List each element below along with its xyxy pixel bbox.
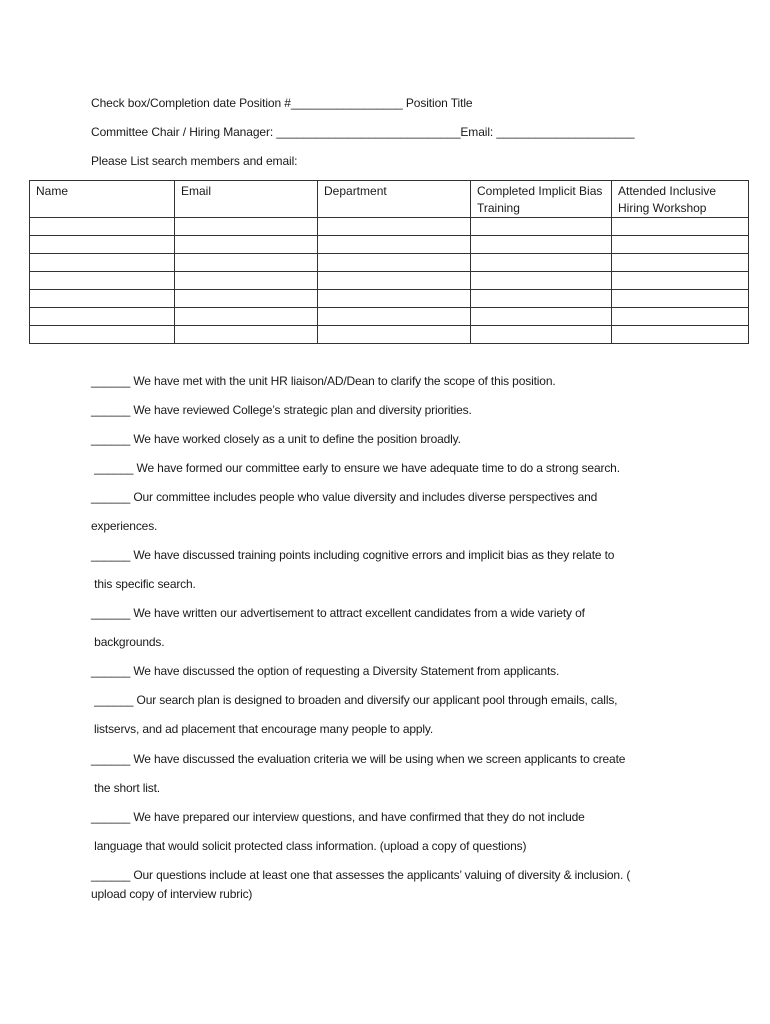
table-cell[interactable] [30, 236, 175, 254]
search-members-table [29, 180, 749, 344]
table-cell[interactable] [612, 218, 749, 236]
table-row [30, 254, 749, 272]
checklist-item-continuation: upload copy of interview rubric) [91, 887, 253, 901]
table-cell[interactable] [612, 290, 749, 308]
checklist-item-continuation: the short list. [91, 781, 160, 795]
checklist-item[interactable]: ______ We have reviewed College’s strategic plan and diversity priorities. [91, 403, 472, 417]
checklist-item[interactable]: ______ We have discussed the option of requesting a Diversity Statement from applicants. [91, 664, 560, 678]
table-cell[interactable] [175, 290, 318, 308]
checklist-item[interactable]: ______ Our committee includes people who value diversity and includes diverse perspectives and [91, 490, 598, 504]
checklist-item-continuation: language that would solicit protected class information. (upload a copy of questions) [91, 839, 527, 853]
table-row [30, 308, 749, 326]
table-cell[interactable] [318, 254, 471, 272]
table-cell[interactable] [175, 236, 318, 254]
column-header-inclusive-hiring: Attended Inclusive Hiring Workshop [612, 181, 749, 218]
checklist-item[interactable]: ______ We have met with the unit HR liaison/AD/Dean to clarify the scope of this position. [91, 374, 556, 388]
table-row [30, 326, 749, 344]
table-cell[interactable] [612, 272, 749, 290]
committee-chair-line: Committee Chair / Hiring Manager: ____________________________Email: _____________________ [91, 125, 635, 139]
table-cell[interactable] [471, 326, 612, 344]
checklist-item[interactable]: ______ Our search plan is designed to broaden and diversify our applicant pool through emails, calls, [91, 693, 618, 707]
checklist-item[interactable]: ______ We have written our advertisement to attract excellent candidates from a wide variety of [91, 606, 585, 620]
checklist-item-continuation: backgrounds. [91, 635, 165, 649]
table-cell[interactable] [612, 326, 749, 344]
table-cell[interactable] [30, 290, 175, 308]
table-header-row [30, 181, 749, 218]
checklist-item[interactable]: ______ We have discussed training points including cognitive errors and implicit bias as they relate to [91, 548, 615, 562]
table-cell[interactable] [612, 308, 749, 326]
table-cell[interactable] [175, 272, 318, 290]
table-cell[interactable] [175, 326, 318, 344]
checklist-item-continuation: experiences. [91, 519, 158, 533]
table-cell[interactable] [471, 308, 612, 326]
table-row [30, 218, 749, 236]
table-cell[interactable] [175, 218, 318, 236]
table-cell[interactable] [30, 254, 175, 272]
table-cell[interactable] [30, 218, 175, 236]
table-cell[interactable] [471, 272, 612, 290]
table-cell[interactable] [471, 254, 612, 272]
table-cell[interactable] [471, 290, 612, 308]
column-header-implicit-bias: Completed Implicit Bias Training [471, 181, 612, 218]
table-cell[interactable] [175, 254, 318, 272]
checklist-item[interactable]: ______ We have worked closely as a unit to define the position broadly. [91, 432, 461, 446]
table-row [30, 236, 749, 254]
table-cell[interactable] [30, 272, 175, 290]
table-cell[interactable] [318, 326, 471, 344]
table-cell[interactable] [318, 272, 471, 290]
column-header-name: Name [30, 181, 175, 218]
table-cell[interactable] [318, 218, 471, 236]
checklist-item[interactable]: ______ Our questions include at least one that assesses the applicants’ valuing of diversity & inclusion. ( [91, 868, 631, 882]
table-row [30, 272, 749, 290]
checklist-item[interactable]: ______ We have prepared our interview questions, and have confirmed that they do not include [91, 810, 585, 824]
position-line: Check box/Completion date Position #_________________ Position Title [91, 96, 473, 110]
table-cell[interactable] [471, 218, 612, 236]
checklist-item[interactable]: ______ We have discussed the evaluation criteria we will be using when we screen applicants to create [91, 752, 626, 766]
table-cell[interactable] [318, 290, 471, 308]
table-cell[interactable] [30, 308, 175, 326]
table-cell[interactable] [318, 236, 471, 254]
table-row [30, 290, 749, 308]
search-members-prompt: Please List search members and email: [91, 154, 298, 168]
table-cell[interactable] [612, 254, 749, 272]
checklist-item[interactable]: ______ We have formed our committee early to ensure we have adequate time to do a strong search. [91, 461, 620, 475]
table-cell[interactable] [175, 308, 318, 326]
checklist-item-continuation: listservs, and ad placement that encourage many people to apply. [94, 722, 434, 736]
checklist-item-continuation: this specific search. [91, 577, 196, 591]
table-cell[interactable] [318, 308, 471, 326]
table-cell[interactable] [612, 236, 749, 254]
table-cell[interactable] [471, 236, 612, 254]
table-cell[interactable] [30, 326, 175, 344]
column-header-email: Email [175, 181, 318, 218]
column-header-department: Department [318, 181, 471, 218]
